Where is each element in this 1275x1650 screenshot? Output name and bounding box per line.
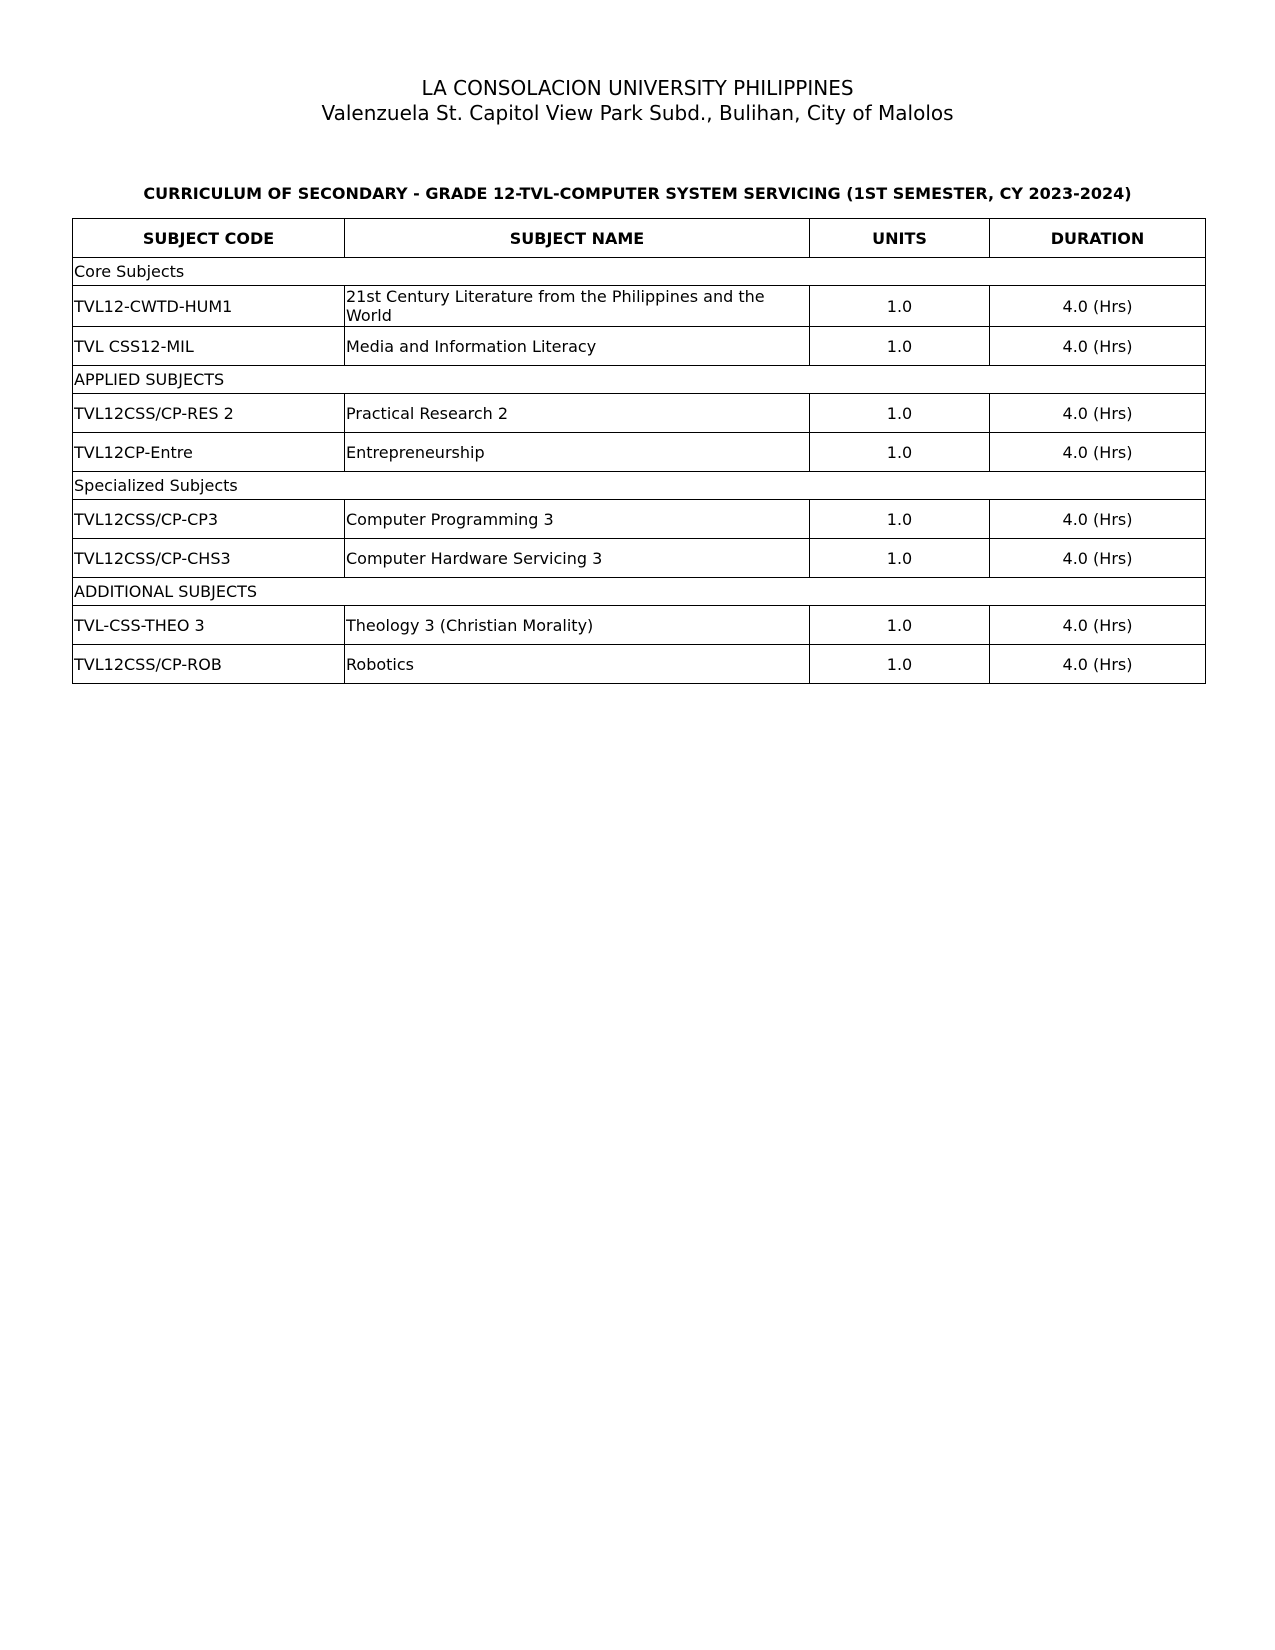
table-row bbox=[73, 327, 1206, 366]
column-header-subject-name: SUBJECT NAME bbox=[345, 219, 810, 258]
subject-name: Media and Information Literacy bbox=[345, 327, 810, 366]
group-row bbox=[73, 366, 1206, 394]
group-row bbox=[73, 472, 1206, 500]
subject-name: Practical Research 2 bbox=[345, 394, 810, 433]
table-row bbox=[73, 539, 1206, 578]
table-row bbox=[73, 394, 1206, 433]
curriculum-title: CURRICULUM OF SECONDARY - GRADE 12-TVL-COMPUTER SYSTEM SERVICING (1ST SEMESTER, CY 2023-2024) bbox=[143, 184, 1132, 203]
group-row bbox=[73, 258, 1206, 286]
subject-duration: 4.0 (Hrs) bbox=[990, 394, 1206, 433]
institution-address: Valenzuela St. Capitol View Park Subd., Bulihan, City of Malolos bbox=[321, 101, 954, 125]
document-header bbox=[0, 76, 1275, 126]
subject-duration: 4.0 (Hrs) bbox=[990, 606, 1206, 645]
subject-duration: 4.0 (Hrs) bbox=[990, 433, 1206, 472]
group-label: Specialized Subjects bbox=[73, 472, 1206, 500]
curriculum-table bbox=[72, 218, 1206, 684]
group-row bbox=[73, 578, 1206, 606]
subject-code: TVL-CSS-THEO 3 bbox=[73, 606, 345, 645]
group-label: ADDITIONAL SUBJECTS bbox=[73, 578, 1206, 606]
group-label: APPLIED SUBJECTS bbox=[73, 366, 1206, 394]
subject-name: Entrepreneurship bbox=[345, 433, 810, 472]
subject-code: TVL12CSS/CP-ROB bbox=[73, 645, 345, 684]
subject-duration: 4.0 (Hrs) bbox=[990, 327, 1206, 366]
subject-units: 1.0 bbox=[810, 286, 990, 327]
column-header-duration: DURATION bbox=[990, 219, 1206, 258]
subject-units: 1.0 bbox=[810, 327, 990, 366]
institution-name: LA CONSOLACION UNIVERSITY PHILIPPINES bbox=[421, 76, 854, 100]
subject-code: TVL CSS12-MIL bbox=[73, 327, 345, 366]
subject-name: Theology 3 (Christian Morality) bbox=[345, 606, 810, 645]
subject-units: 1.0 bbox=[810, 645, 990, 684]
subject-code: TVL12CSS/CP-RES 2 bbox=[73, 394, 345, 433]
table-header-row bbox=[73, 219, 1206, 258]
column-header-subject-code: SUBJECT CODE bbox=[73, 219, 345, 258]
table-row bbox=[73, 606, 1206, 645]
table-row bbox=[73, 433, 1206, 472]
table-row bbox=[73, 645, 1206, 684]
table-row bbox=[73, 500, 1206, 539]
subject-units: 1.0 bbox=[810, 394, 990, 433]
subject-units: 1.0 bbox=[810, 606, 990, 645]
subject-units: 1.0 bbox=[810, 433, 990, 472]
subject-name: Computer Programming 3 bbox=[345, 500, 810, 539]
subject-duration: 4.0 (Hrs) bbox=[990, 539, 1206, 578]
subject-code: TVL12CP-Entre bbox=[73, 433, 345, 472]
subject-units: 1.0 bbox=[810, 539, 990, 578]
subject-duration: 4.0 (Hrs) bbox=[990, 286, 1206, 327]
group-label: Core Subjects bbox=[73, 258, 1206, 286]
subject-duration: 4.0 (Hrs) bbox=[990, 645, 1206, 684]
table-row bbox=[73, 286, 1206, 327]
subject-name: Computer Hardware Servicing 3 bbox=[345, 539, 810, 578]
subject-code: TVL12-CWTD-HUM1 bbox=[73, 286, 345, 327]
subject-code: TVL12CSS/CP-CP3 bbox=[73, 500, 345, 539]
column-header-units: UNITS bbox=[810, 219, 990, 258]
subject-units: 1.0 bbox=[810, 500, 990, 539]
subject-name: 21st Century Literature from the Philippines and the World bbox=[345, 286, 810, 327]
subject-duration: 4.0 (Hrs) bbox=[990, 500, 1206, 539]
subject-code: TVL12CSS/CP-CHS3 bbox=[73, 539, 345, 578]
subject-name: Robotics bbox=[345, 645, 810, 684]
